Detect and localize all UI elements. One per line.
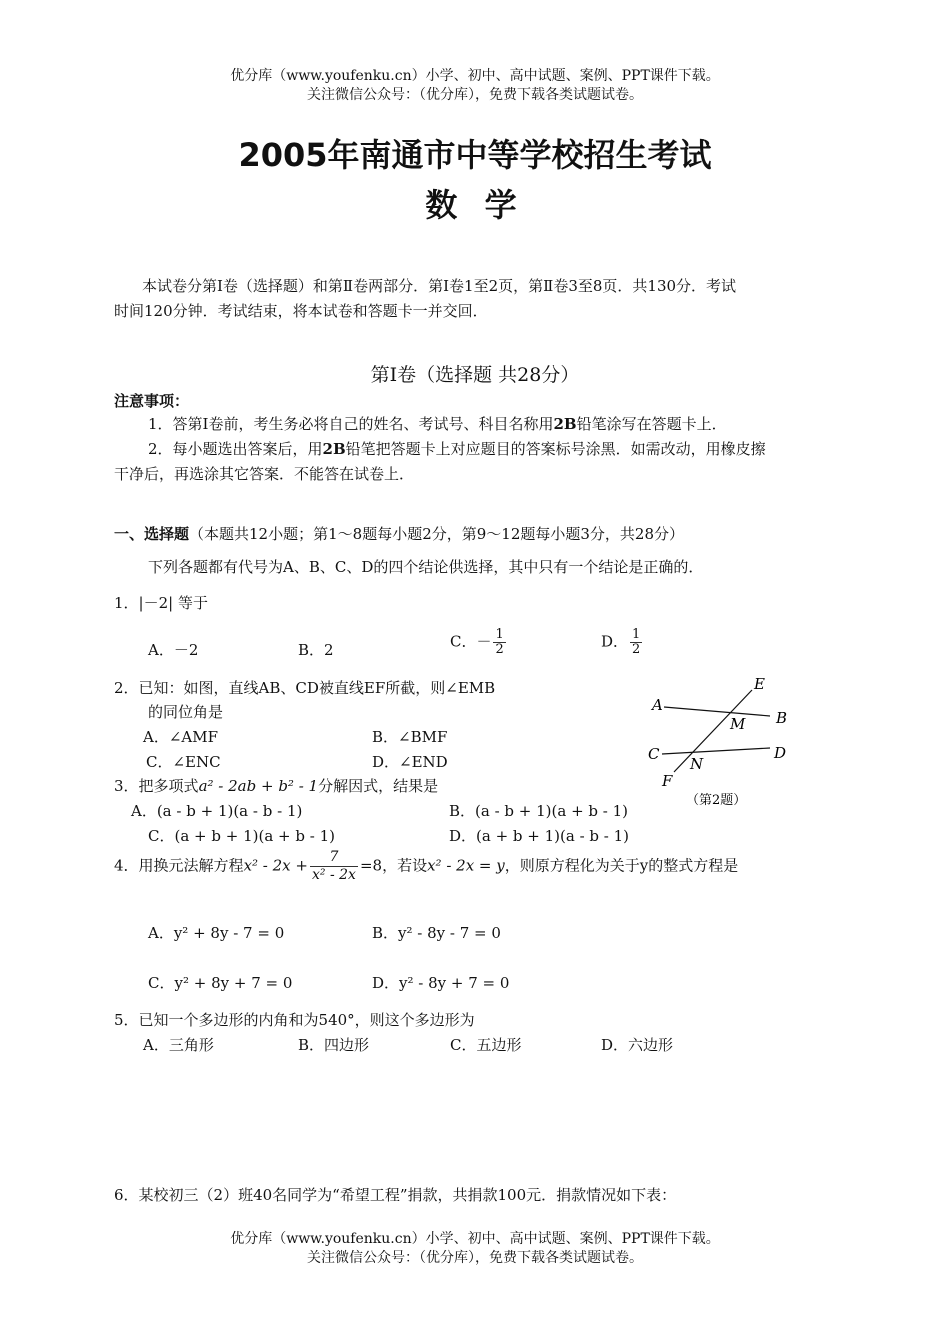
- part1-heading: 第Ⅰ卷（选择题 共28分）: [370, 364, 580, 386]
- notice-2-line-2: 干净后，再选涂其它答案．不能答在试卷上．: [114, 465, 415, 483]
- line-ab: [664, 707, 770, 716]
- label-d: D: [774, 744, 787, 762]
- label-n: N: [690, 755, 704, 773]
- q5-option-a: A．三角形: [143, 1036, 214, 1054]
- q2-option-c: C．∠ENC: [146, 753, 221, 771]
- q2-option-a: A．∠AMF: [143, 728, 219, 746]
- label-m: M: [730, 715, 746, 733]
- q5-option-c: C．五边形: [450, 1036, 522, 1054]
- q1-option-a: A．－2: [148, 641, 199, 659]
- footer-line-2: 关注微信公众号：（优分库），免费下载各类试题试卷。: [307, 1250, 643, 1266]
- q4-option-c: C．y² + 8y + 7 = 0: [148, 974, 293, 992]
- q2-option-d: D．∠END: [372, 753, 448, 771]
- q3-stem: 3．把多项式a² - 2ab + b² - 1分解因式，结果是: [114, 777, 439, 795]
- q5-option-d: D．六边形: [601, 1036, 674, 1054]
- exam-title: 2005年南通市中等学校招生考试: [238, 136, 712, 174]
- exam-subject: 数 学: [425, 186, 525, 224]
- footer-line-1: 优分库（www.youfenku.cn）小学、初中、高中试题、案例、PPT课件下载。: [230, 1231, 720, 1247]
- q2-figure: [640, 670, 800, 810]
- q1-option-c: C．－ $\frac{1}{2}$: [450, 627, 504, 657]
- q2-option-b: B．∠BMF: [372, 728, 448, 746]
- q3-option-b: B．(a - b + 1)(a + b - 1): [449, 802, 629, 820]
- notice-1: 1．答第Ⅰ卷前，考生务必将自己的姓名、考试号、科目名称用2B铅笔涂写在答题卡上．: [148, 415, 727, 433]
- section1-heading: 一、选择题（本题共12小题；第1～8题每小题2分，第9～12题每小题3分，共28分）: [114, 525, 684, 543]
- notice-2: 2．每小题选出答案后，用2B铅笔把答题卡上对应题目的答案标号涂黑．如需改动，用橡皮擦: [148, 440, 766, 458]
- label-b: B: [776, 709, 788, 727]
- q2-stem: 2．已知：如图，直线AB、CD被直线EF所截，则∠EMB: [114, 679, 496, 697]
- label-c: C: [648, 745, 660, 763]
- q1-stem: 1．|－2| 等于: [114, 594, 208, 612]
- fraction: $\frac{1}{2}$: [632, 627, 641, 657]
- q5-option-b: B．四边形: [298, 1036, 370, 1054]
- line-cd: [662, 748, 770, 754]
- q1-option-d: D． $\frac{1}{2}$: [601, 627, 641, 657]
- q4-stem: 4．用换元法解方程x² - 2x + $\frac{7}{\text{x² - 2x}}$ =8，若设x² - 2x = y，则原方程化为关于y的整式方程是: [114, 849, 739, 883]
- header-line-1: 优分库（www.youfenku.cn）小学、初中、高中试题、案例、PPT课件下载。: [230, 68, 720, 84]
- q3-option-a: A．(a - b + 1)(a - b - 1): [131, 802, 303, 820]
- notice-title: 注意事项：: [114, 392, 190, 410]
- fraction: $\frac{1}{2}$: [495, 627, 504, 657]
- q6-stem: 6．某校初三（2）班40名同学为“希望工程”捐款，共捐款100元．捐款情况如下表：: [114, 1186, 677, 1204]
- header-line-2: 关注微信公众号：（优分库），免费下载各类试题试卷。: [307, 87, 643, 103]
- label-e: E: [754, 675, 765, 693]
- label-a: A: [652, 696, 663, 714]
- figure-caption: （第2题）: [686, 793, 747, 808]
- q5-stem: 5．已知一个多边形的内角和为540°，则这个多边形为: [114, 1011, 475, 1029]
- q4-option-a: A．y² + 8y - 7 = 0: [148, 924, 285, 942]
- section1-instruction: 下列各题都有代号为A、B、C、D的四个结论供选择，其中只有一个结论是正确的．: [148, 558, 704, 576]
- label-f: F: [662, 772, 673, 790]
- q2-stem-line-2: 的同位角是: [148, 703, 224, 721]
- q3-option-c: C．(a + b + 1)(a + b - 1): [148, 827, 335, 845]
- q1-option-b: B．2: [298, 641, 334, 659]
- intro-line-1: 本试卷分第Ⅰ卷（选择题）和第Ⅱ卷两部分．第Ⅰ卷1至2页，第Ⅱ卷3至8页．共130分．考试: [142, 277, 737, 295]
- q4-option-d: D．y² - 8y + 7 = 0: [372, 974, 510, 992]
- fraction: $\frac{7}{\text{x² - 2x}}$: [311, 849, 356, 883]
- q3-option-d: D．(a + b + 1)(a - b - 1): [449, 827, 630, 845]
- intro-line-2: 时间120分钟．考试结束，将本试卷和答题卡一并交回．: [114, 302, 488, 320]
- q4-option-b: B．y² - 8y - 7 = 0: [372, 924, 501, 942]
